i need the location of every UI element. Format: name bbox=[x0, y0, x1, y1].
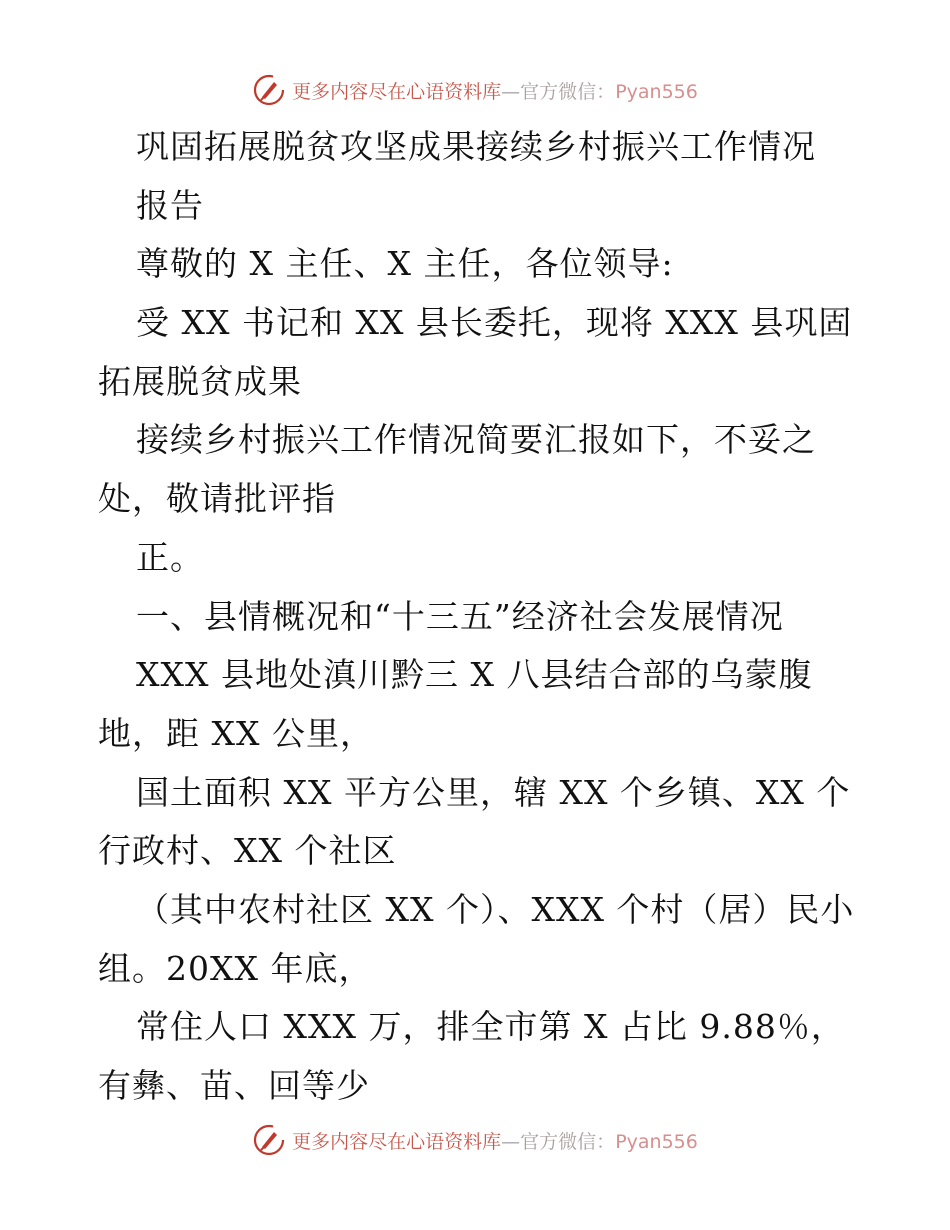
document-line: 拓展脱贫成果 bbox=[98, 361, 302, 401]
quill-pen-logo-icon bbox=[252, 1123, 286, 1157]
document-line: 国土面积 XX 平方公里，辖 XX 个乡镇、XX 个 bbox=[136, 772, 851, 812]
document-line: 组。20XX 年底， bbox=[98, 948, 373, 988]
document-body bbox=[98, 118, 858, 1116]
watermark-handle: Pyan556 bbox=[615, 80, 698, 103]
document-line: 常住人口 XXX 万，排全市第 X 占比 9.88％， bbox=[136, 1007, 845, 1047]
watermark-dash: — bbox=[501, 80, 521, 103]
document-line: 巩固拓展脱贫攻坚成果接续乡村振兴工作情况 bbox=[136, 127, 816, 166]
document-line: 地，距 XX 公里， bbox=[98, 713, 374, 753]
quill-pen-logo-icon bbox=[252, 73, 286, 107]
document-line: 尊敬的 X 主任、X 主任，各位领导: bbox=[136, 244, 674, 284]
watermark-header bbox=[0, 70, 950, 110]
document-line: 受 XX 书记和 XX 县长委托，现将 XXX 县巩固 bbox=[136, 303, 853, 343]
document-line: 接续乡村振兴工作情况简要汇报如下，不妥之 bbox=[136, 420, 816, 460]
document-line: 处，敬请批评指 bbox=[98, 479, 336, 519]
watermark-wechat-label: 官方微信： bbox=[520, 1130, 616, 1153]
watermark-text bbox=[292, 1127, 698, 1154]
document-line: （其中农村社区 XX 个）、XXX 个村（居）民小 bbox=[136, 889, 855, 929]
document-line: 一、县情概况和“十三五”经济社会发展情况 bbox=[136, 596, 784, 636]
document-line: 报告 bbox=[136, 185, 204, 225]
document-line: 有彝、苗、回等少 bbox=[98, 1066, 370, 1105]
watermark-dash: — bbox=[501, 1130, 521, 1153]
watermark-site: 更多内容尽在心语资料库 bbox=[292, 80, 502, 103]
document-line: XXX 县地处滇川黔三 X 八县结合部的乌蒙腹 bbox=[136, 655, 813, 695]
document-line: 行政村、XX 个社区 bbox=[98, 831, 397, 871]
document-line: 正。 bbox=[136, 537, 204, 577]
watermark-text bbox=[292, 77, 698, 104]
watermark-site: 更多内容尽在心语资料库 bbox=[292, 1130, 502, 1153]
watermark-footer bbox=[0, 1120, 950, 1160]
watermark-handle: Pyan556 bbox=[615, 1130, 698, 1153]
watermark-wechat-label: 官方微信： bbox=[520, 80, 616, 103]
